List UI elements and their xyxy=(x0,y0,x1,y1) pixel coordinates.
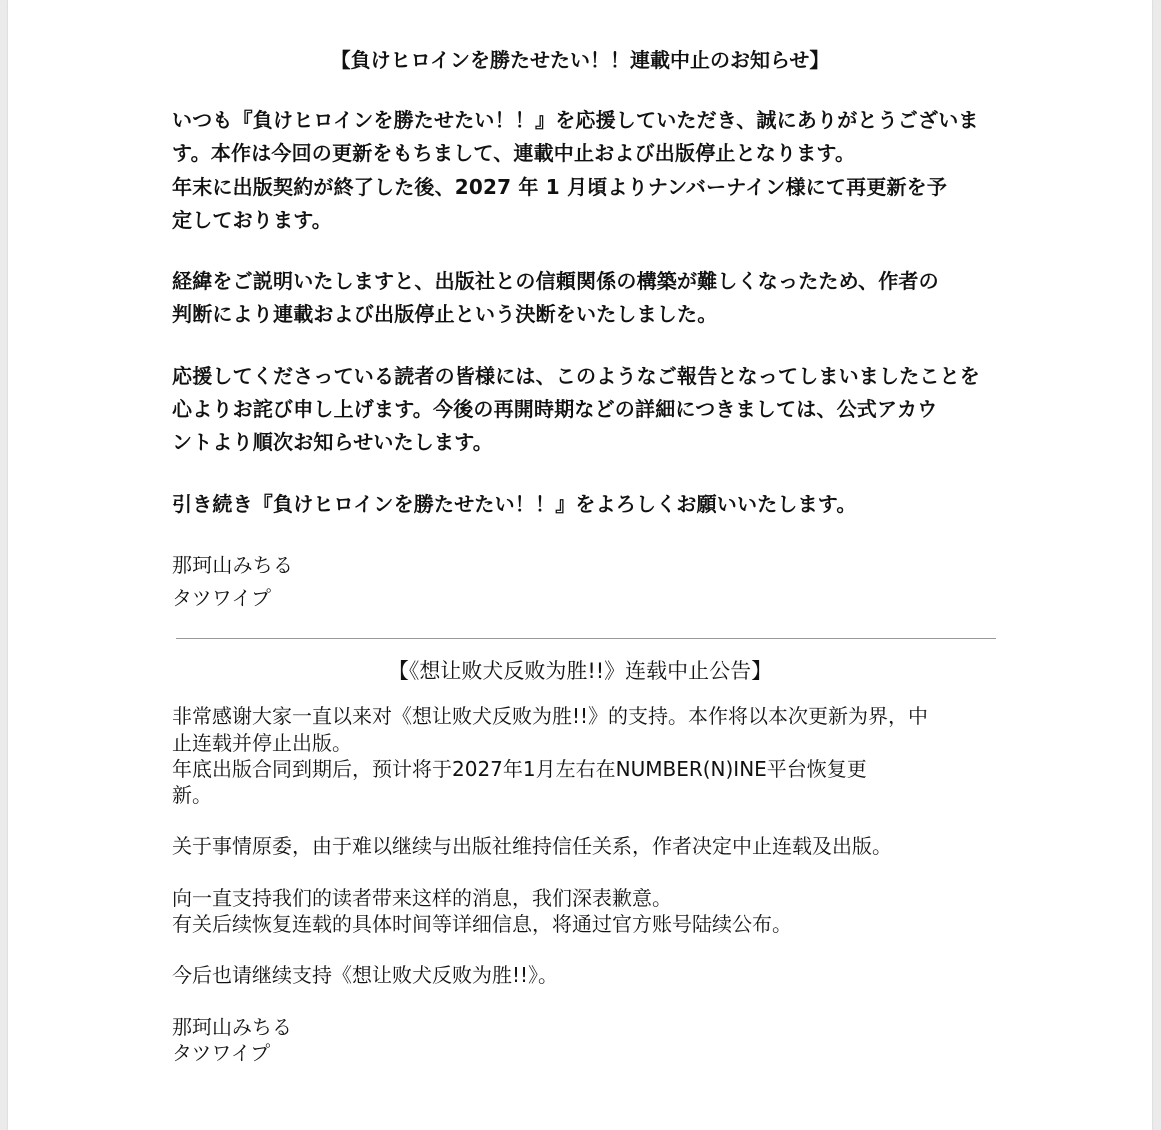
chinese-line: 年底出版合同到期后，预计将于2027年1月左右在NUMBER(N)INE平台恢复更 xyxy=(172,757,867,781)
japanese-line: 経緯をご説明いたしますと、出版社との信頼関係の構築が難しくなったため、作者の xyxy=(172,269,939,293)
chinese-line: 向一直支持我们的读者带来这样的消息，我们深表歉意。 xyxy=(172,886,672,910)
japanese-line: す。本作は今回の更新をもちまして、連載中止および出版停止となります。 xyxy=(172,141,856,165)
japanese-line: 定しております。 xyxy=(172,208,332,232)
chinese-line: 新。 xyxy=(172,783,212,807)
chinese-line: 非常感谢大家一直以来对《想让败犬反败为胜!!》的支持。本作将以本次更新为界，中 xyxy=(172,704,929,728)
document-page xyxy=(8,0,1152,1130)
japanese-line: 判断により連載および出版停止という決断をいたしました。 xyxy=(172,302,718,326)
japanese-line: ントより順次お知らせいたします。 xyxy=(172,430,493,454)
japanese-line: 引き続き『負けヒロインを勝たせたい！！』をよろしくお願いいたします。 xyxy=(172,492,857,516)
chinese-line: 关于事情原委，由于难以继续与出版社维持信任关系，作者决定中止连载及出版。 xyxy=(172,834,892,858)
author-name: 那珂山みちる xyxy=(172,1015,292,1039)
chinese-line: 止连载并停止出版。 xyxy=(172,731,352,755)
section-divider xyxy=(176,638,996,639)
japanese-line: 心よりお詫び申し上げます。今後の再開時期などの詳細につきましては、公式アカウ xyxy=(172,397,938,421)
chinese-title: 【《想让败犬反败为胜!!》连载中止公告】 xyxy=(387,659,773,683)
author-name: 那珂山みちる xyxy=(172,553,294,577)
chinese-line: 有关后续恢复连载的具体时间等详细信息，将通过官方账号陆续公布。 xyxy=(172,912,792,936)
japanese-line: 年末に出版契約が終了した後、2027 年 1 月頃よりナンバーナイン様にて再更新を予 xyxy=(172,175,948,199)
chinese-line: 今后也请继续支持《想让败犬反败为胜!!》。 xyxy=(172,963,559,987)
artist-name: タツワイプ xyxy=(172,586,272,610)
japanese-line: いつも『負けヒロインを勝たせたい！！』を応援していただき、誠にありがとうございま xyxy=(172,108,979,132)
japanese-line: 応援してくださっている読者の皆様には、このようなご報告となってしまいましたことを xyxy=(172,364,980,388)
japanese-title: 【負けヒロインを勝たせたい！！連載中止のお知らせ】 xyxy=(330,48,830,72)
artist-name: タツワイプ xyxy=(172,1041,271,1065)
